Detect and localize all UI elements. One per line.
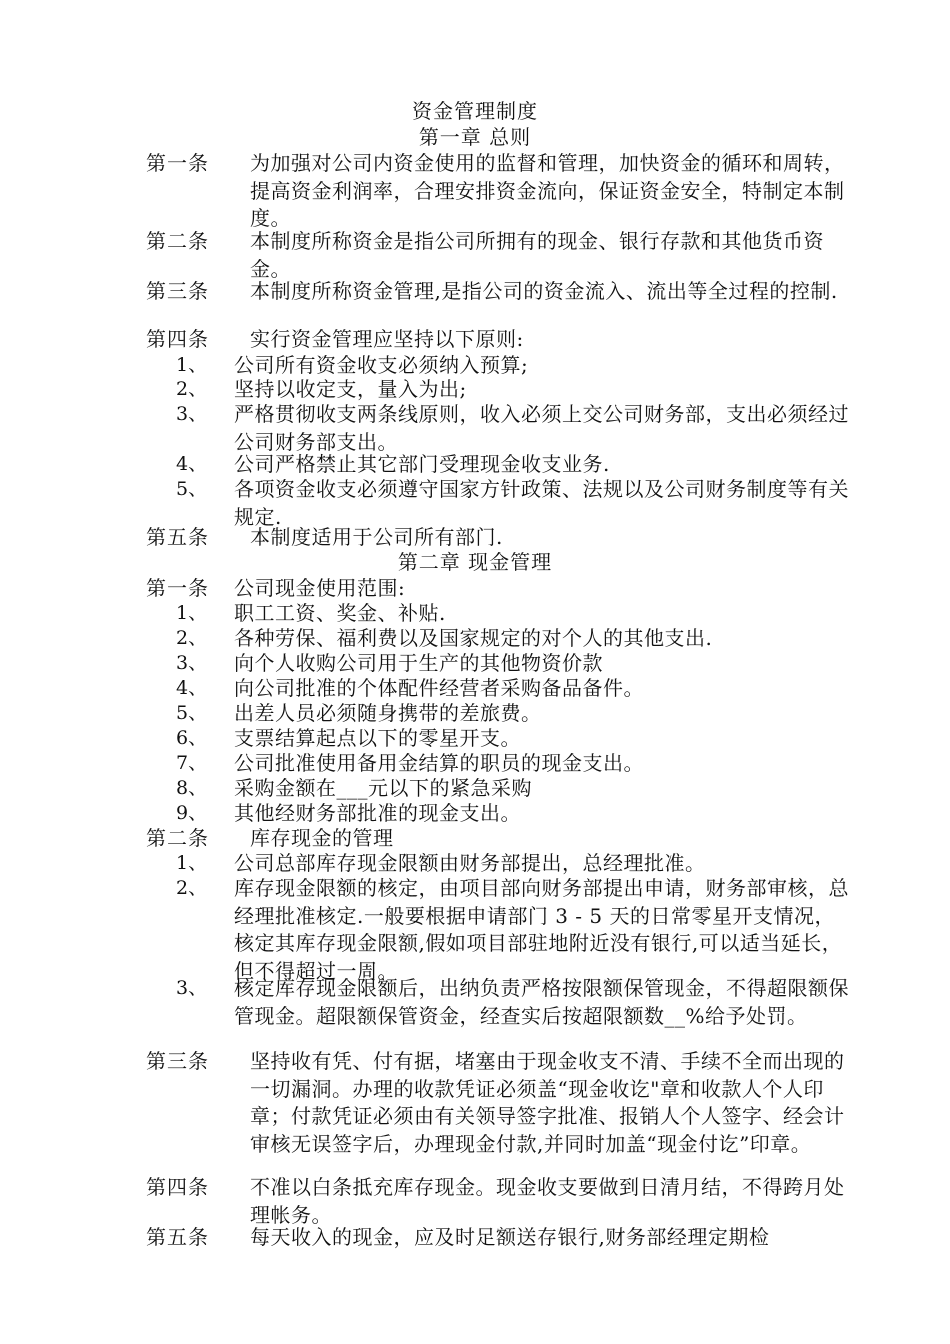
ch2-article-1-text: 公司现金使用范围:: [234, 576, 406, 600]
ch1-article-4-text: 实行资金管理应坚持以下原则:: [250, 327, 524, 351]
ch2-a1-item-5-text: 出差人员必须随身携带的差旅费。: [234, 701, 542, 725]
ch2-a1-item-8-num: 8、: [176, 777, 208, 799]
ch2-a1-item-9-num: 9、: [176, 802, 208, 824]
ch1-a4-item-4-text: 公司严格禁止其它部门受理现金收支业务.: [234, 452, 610, 476]
ch2-a1-item-8-text: 采购金额在___元以下的紧急采购: [234, 776, 532, 800]
ch1-article-5-label: 第五条: [146, 525, 209, 549]
ch2-article-4-label: 第四条: [146, 1175, 209, 1199]
ch2-a1-item-2-num: 2、: [176, 627, 208, 649]
ch2-article-5-text: 每天收入的现金，应及时足额送存银行,财务部经理定期检: [250, 1225, 770, 1249]
ch1-article-1-label: 第一条: [146, 151, 209, 175]
ch2-a1-item-6-num: 6、: [176, 727, 208, 749]
ch2-a1-item-1-text: 职工工资、奖金、补贴.: [234, 601, 446, 625]
ch1-article-4-label: 第四条: [146, 327, 209, 351]
chapter-1-heading: 第一章 总则: [418, 125, 532, 149]
ch1-a4-item-2-text: 坚持以收定支，量入为出;: [234, 377, 467, 401]
ch2-a2-item-3-text: 核定库存现金限额后，出纳负责严格按限额保管现金，不得超限额保管现金。超限额保管资金，经查实后按超限额数__%给予处罚。: [234, 976, 849, 1028]
ch2-a1-item-1-num: 1、: [176, 602, 208, 624]
ch2-a1-item-2-text: 各种劳保、福利费以及国家规定的对个人的其他支出.: [234, 626, 713, 650]
ch1-article-3-text: 本制度所称资金管理,是指公司的资金流入、流出等全过程的控制.: [250, 279, 838, 303]
ch2-article-1-label: 第一条: [146, 576, 209, 600]
document-title: 资金管理制度: [412, 99, 538, 123]
ch1-a4-item-3-num: 3、: [176, 403, 208, 425]
ch2-a1-item-9-text: 其他经财务部批准的现金支出。: [234, 801, 521, 825]
ch1-a4-item-5-num: 5、: [176, 478, 208, 500]
ch1-a4-item-4-num: 4、: [176, 453, 208, 475]
ch2-a2-item-3-num: 3、: [176, 977, 208, 999]
ch1-article-1-text: 为加强对公司内资金使用的监督和管理，加快资金的循环和周转，提高资金利润率，合理安排资金流向，保证资金安全，特制定本制度。: [250, 151, 845, 230]
ch1-article-5-text: 本制度适用于公司所有部门.: [250, 525, 503, 549]
ch2-a2-item-2-text: 库存现金限额的核定，由项目部向财务部提出申请，财务部审核，总经理批准核定.一般要根据申请部门 3 - 5 天的日常零星开支情况，核定其库存现金限额,假如项目部驻地附近没有银行,可以适当延长，但不得超过一周。: [234, 876, 849, 983]
ch2-a1-item-5-num: 5、: [176, 702, 208, 724]
ch2-article-3-label: 第三条: [146, 1049, 209, 1073]
ch2-a1-item-4-text: 向公司批准的个体配件经营者采购备品备件。: [234, 676, 644, 700]
ch2-a2-item-2-num: 2、: [176, 877, 208, 899]
ch2-a1-item-7-text: 公司批准使用备用金结算的职员的现金支出。: [234, 751, 644, 775]
ch2-article-2-text: 库存现金的管理: [250, 826, 394, 850]
ch2-article-4-text: 不准以白条抵充库存现金。现金收支要做到日清月结，不得跨月处理帐务。: [250, 1175, 845, 1227]
ch1-article-3-label: 第三条: [146, 279, 209, 303]
ch1-a4-item-1-num: 1、: [176, 354, 208, 376]
ch1-a4-item-2-num: 2、: [176, 378, 208, 400]
ch2-article-5-label: 第五条: [146, 1225, 209, 1249]
ch1-a4-item-5-text: 各项资金收支必须遵守国家方针政策、法规以及公司财务制度等有关规定.: [234, 477, 849, 529]
ch1-article-2-text: 本制度所称资金是指公司所拥有的现金、银行存款和其他货币资金。: [250, 229, 824, 281]
ch2-a2-item-1-text: 公司总部库存现金限额由财务部提出，总经理批准。: [234, 851, 706, 875]
chapter-2-heading: 第二章 现金管理: [397, 550, 553, 574]
ch2-a1-item-7-num: 7、: [176, 752, 208, 774]
ch2-a1-item-4-num: 4、: [176, 677, 208, 699]
ch2-a2-item-1-num: 1、: [176, 852, 208, 874]
ch2-article-3-text: 坚持收有凭、付有据，堵塞由于现金收支不清、手续不全而出现的一切漏洞。办理的收款凭证必须盖“现金收讫"章和收款人个人印章；付款凭证必须由有关领导签字批准、报销人个人签字、经会计审核无误签字后，办理现金付款,并同时加盖“现金付讫”印章。: [250, 1049, 845, 1156]
ch1-a4-item-3-text: 严格贯彻收支两条线原则，收入必须上交公司财务部，支出必须经过公司财务部支出。: [234, 402, 849, 454]
ch1-article-2-label: 第二条: [146, 229, 209, 253]
ch2-a1-item-3-text: 向个人收购公司用于生产的其他物资价款: [234, 651, 603, 675]
ch2-article-2-label: 第二条: [146, 826, 209, 850]
ch1-a4-item-1-text: 公司所有资金收支必须纳入预算;: [234, 353, 529, 377]
ch2-a1-item-3-num: 3、: [176, 652, 208, 674]
ch2-a1-item-6-text: 支票结算起点以下的零星开支。: [234, 726, 521, 750]
